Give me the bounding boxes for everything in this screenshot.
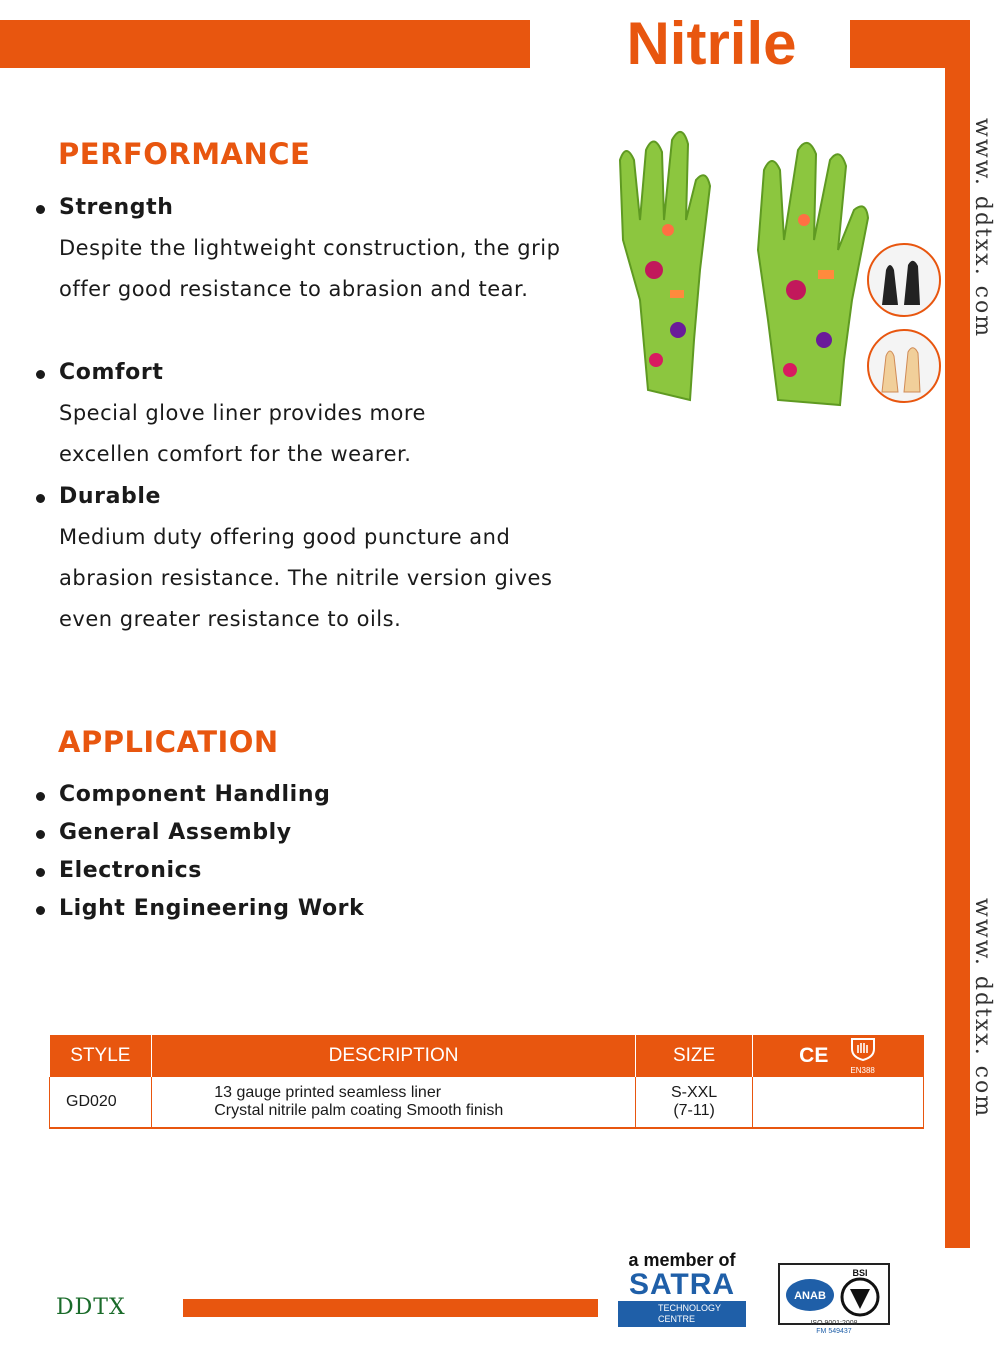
satra-band	[618, 1301, 746, 1327]
performance-item-durable	[36, 482, 576, 640]
satra-member-text: a member of	[628, 1250, 736, 1270]
application-item	[36, 894, 364, 924]
glove-right	[758, 143, 868, 405]
iso-caption	[780, 1320, 888, 1336]
satra-sub: TECHNOLOGY	[658, 1303, 722, 1313]
svg-text:BSI: BSI	[852, 1268, 868, 1278]
satra-logo	[618, 1250, 746, 1327]
application-item	[36, 856, 202, 886]
cell-style: GD020	[50, 1077, 152, 1128]
item-head: Strength	[59, 195, 174, 220]
table-header-row	[50, 1035, 924, 1077]
item-desc: Despite the lightweight construction, the grip offer good resistance to abrasion and tear.	[59, 236, 561, 301]
header-bar-left	[0, 20, 530, 68]
col-size: SIZE	[635, 1035, 752, 1077]
page-title: Nitrile	[626, 10, 797, 77]
glove-left	[620, 132, 710, 400]
fm-caption-line: FM 549437	[816, 1328, 852, 1335]
bullet-icon	[36, 792, 45, 801]
satra-word: SATRA	[628, 1268, 736, 1301]
desc-line: Crystal nitrile palm coating Smooth finish	[214, 1102, 504, 1119]
spec-table	[49, 1035, 924, 1129]
right-vertical-bar	[945, 68, 970, 1248]
certification-icons	[780, 1265, 888, 1323]
item-head: Comfort	[59, 360, 164, 385]
bullet-icon	[36, 906, 45, 915]
side-url-bottom: www. ddtxx. com	[970, 898, 995, 1119]
en388-label: EN388	[850, 1066, 875, 1075]
bullet-icon	[36, 494, 45, 503]
desc-line: 13 gauge printed seamless liner	[214, 1084, 442, 1101]
table-row	[50, 1077, 924, 1128]
col-description: DESCRIPTION	[152, 1035, 636, 1077]
col-style: STYLE	[50, 1035, 152, 1077]
application-item-label: General Assembly	[59, 820, 292, 845]
en388-icon	[848, 1037, 878, 1075]
footer-bar	[183, 1299, 598, 1317]
application-item	[36, 818, 292, 848]
application-item-label: Electronics	[59, 858, 202, 883]
hand-shield-icon	[848, 1037, 878, 1061]
performance-item-strength	[36, 193, 576, 310]
glove-illustration	[568, 100, 946, 420]
svg-text:ANAB: ANAB	[794, 1290, 826, 1302]
cell-cert	[753, 1077, 924, 1128]
cell-size	[635, 1077, 752, 1128]
performance-item-comfort	[36, 358, 576, 475]
item-desc: Medium duty offering good puncture and abrasion resistance. The nitrile version gives even greater resistance to oils.	[59, 525, 553, 631]
item-desc: Special glove liner provides more excellen comfort for the wearer.	[59, 401, 426, 466]
application-item-label: Component Handling	[59, 782, 331, 807]
bullet-icon	[36, 205, 45, 214]
application-heading: APPLICATION	[58, 725, 279, 759]
col-cert	[753, 1035, 924, 1077]
product-image	[568, 100, 946, 420]
bullet-icon	[36, 830, 45, 839]
ddtx-logo: DDTX	[56, 1295, 126, 1320]
variant-black-inset	[868, 244, 940, 316]
iso-caption-line: ISO 9001:2008	[810, 1320, 858, 1327]
size-line: (7-11)	[673, 1102, 715, 1119]
item-head: Durable	[59, 484, 162, 509]
ce-mark: CE	[799, 1044, 829, 1067]
side-url-top: www. ddtxx. com	[970, 118, 995, 339]
satra-sub: CENTRE	[658, 1314, 696, 1324]
performance-heading: PERFORMANCE	[58, 137, 311, 171]
cell-description	[152, 1077, 636, 1128]
size-line: S-XXL	[670, 1084, 718, 1101]
bsi-certification-badge	[778, 1263, 890, 1325]
application-item	[36, 780, 330, 810]
application-item-label: Light Engineering Work	[59, 896, 365, 921]
bullet-icon	[36, 868, 45, 877]
bullet-icon	[36, 370, 45, 379]
header-bar-right	[850, 20, 970, 68]
